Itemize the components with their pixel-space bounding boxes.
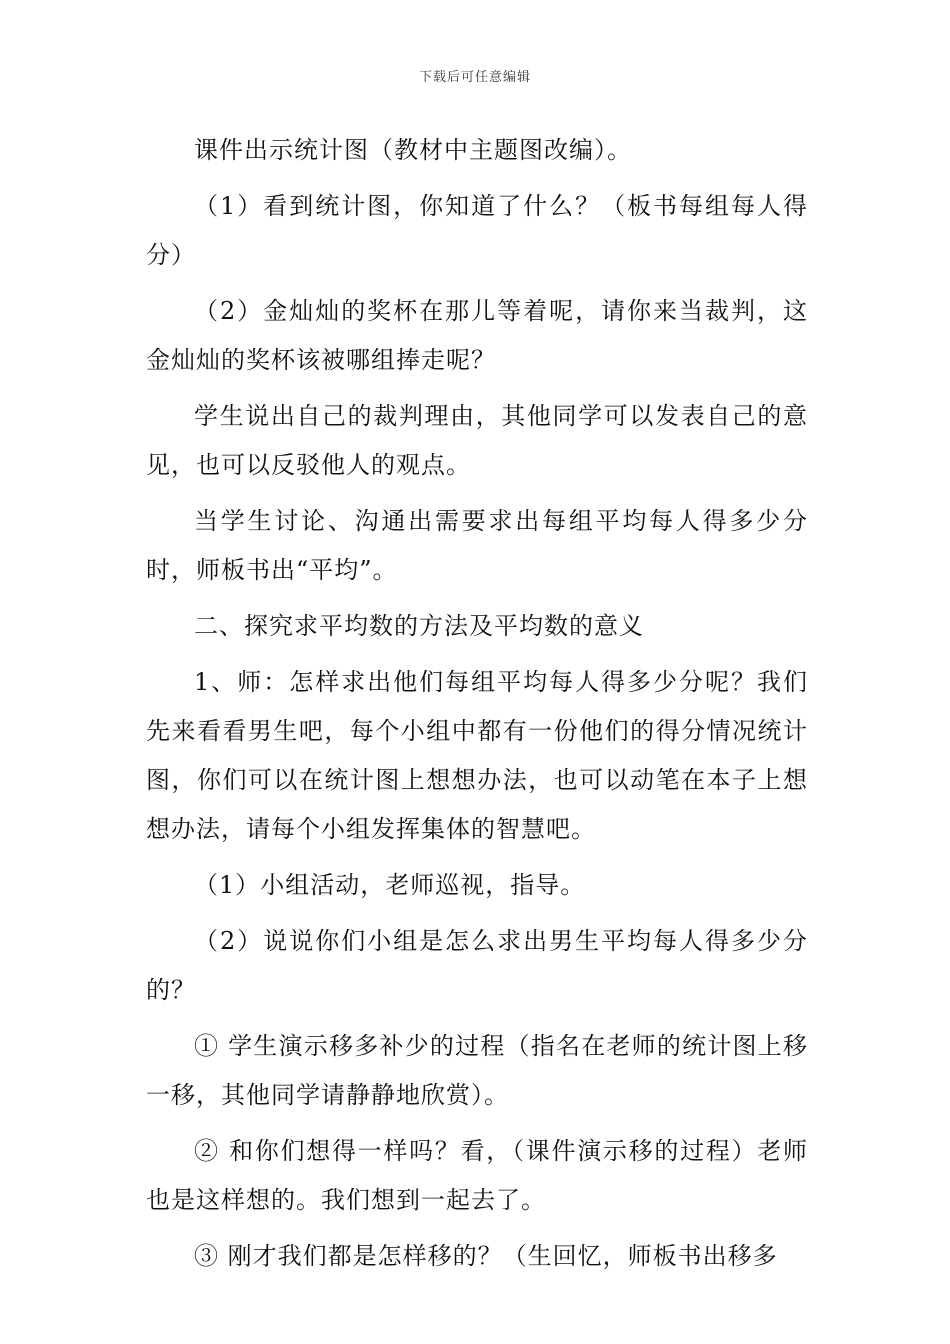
paragraph-student-reasons: 学生说出自己的裁判理由，其他同学可以发表自己的意见，也可以反驳他人的观点。 [146, 402, 808, 479]
paragraph-average-board: 当学生讨论、沟通出需要求出每组平均每人得多少分时，师板书出“平均”。 [146, 507, 808, 584]
paragraph-explain-method: （2）说说你们小组是怎么求出男生平均每人得多少分的？ [146, 927, 808, 1004]
paragraph-group-activity: （1）小组活动，老师巡视，指导。 [194, 871, 586, 899]
paragraph-teacher-question: 1、师：怎样求出他们每组平均每人得多少分呢？我们先来看看男生吧，每个小组中都有一份他们的得分情况统计图，你们可以在统计图上想想办法，也可以动笔在本子上想想办法，请每个小组发挥集体的智慧吧。 [146, 668, 808, 843]
paragraph-courseware-chart: 课件出示统计图（教材中主题图改编）。 [194, 136, 632, 164]
paragraph-step-3: ③ 刚才我们都是怎样移的？（生回忆，师板书出移多 [194, 1242, 778, 1270]
document-body [146, 126, 808, 1288]
paragraph-step-1: ① 学生演示移多补少的过程（指名在老师的统计图上移一移，其他同学请静静地欣赏）。 [146, 1032, 808, 1109]
paragraph-step-2: ② 和你们想得一样吗？看，（课件演示移的过程）老师也是这样想的。我们想到一起去了。 [146, 1137, 808, 1214]
paragraph-question-1: （1）看到统计图，你知道了什么？（板书每组每人得分） [146, 192, 808, 269]
paragraph-question-2: （2）金灿灿的奖杯在那儿等着呢，请你来当裁判，这金灿灿的奖杯该被哪组捧走呢？ [146, 297, 808, 374]
page-header-note: 下载后可任意编辑 [418, 70, 531, 85]
section-heading-2: 二、探究求平均数的方法及平均数的意义 [194, 612, 644, 640]
